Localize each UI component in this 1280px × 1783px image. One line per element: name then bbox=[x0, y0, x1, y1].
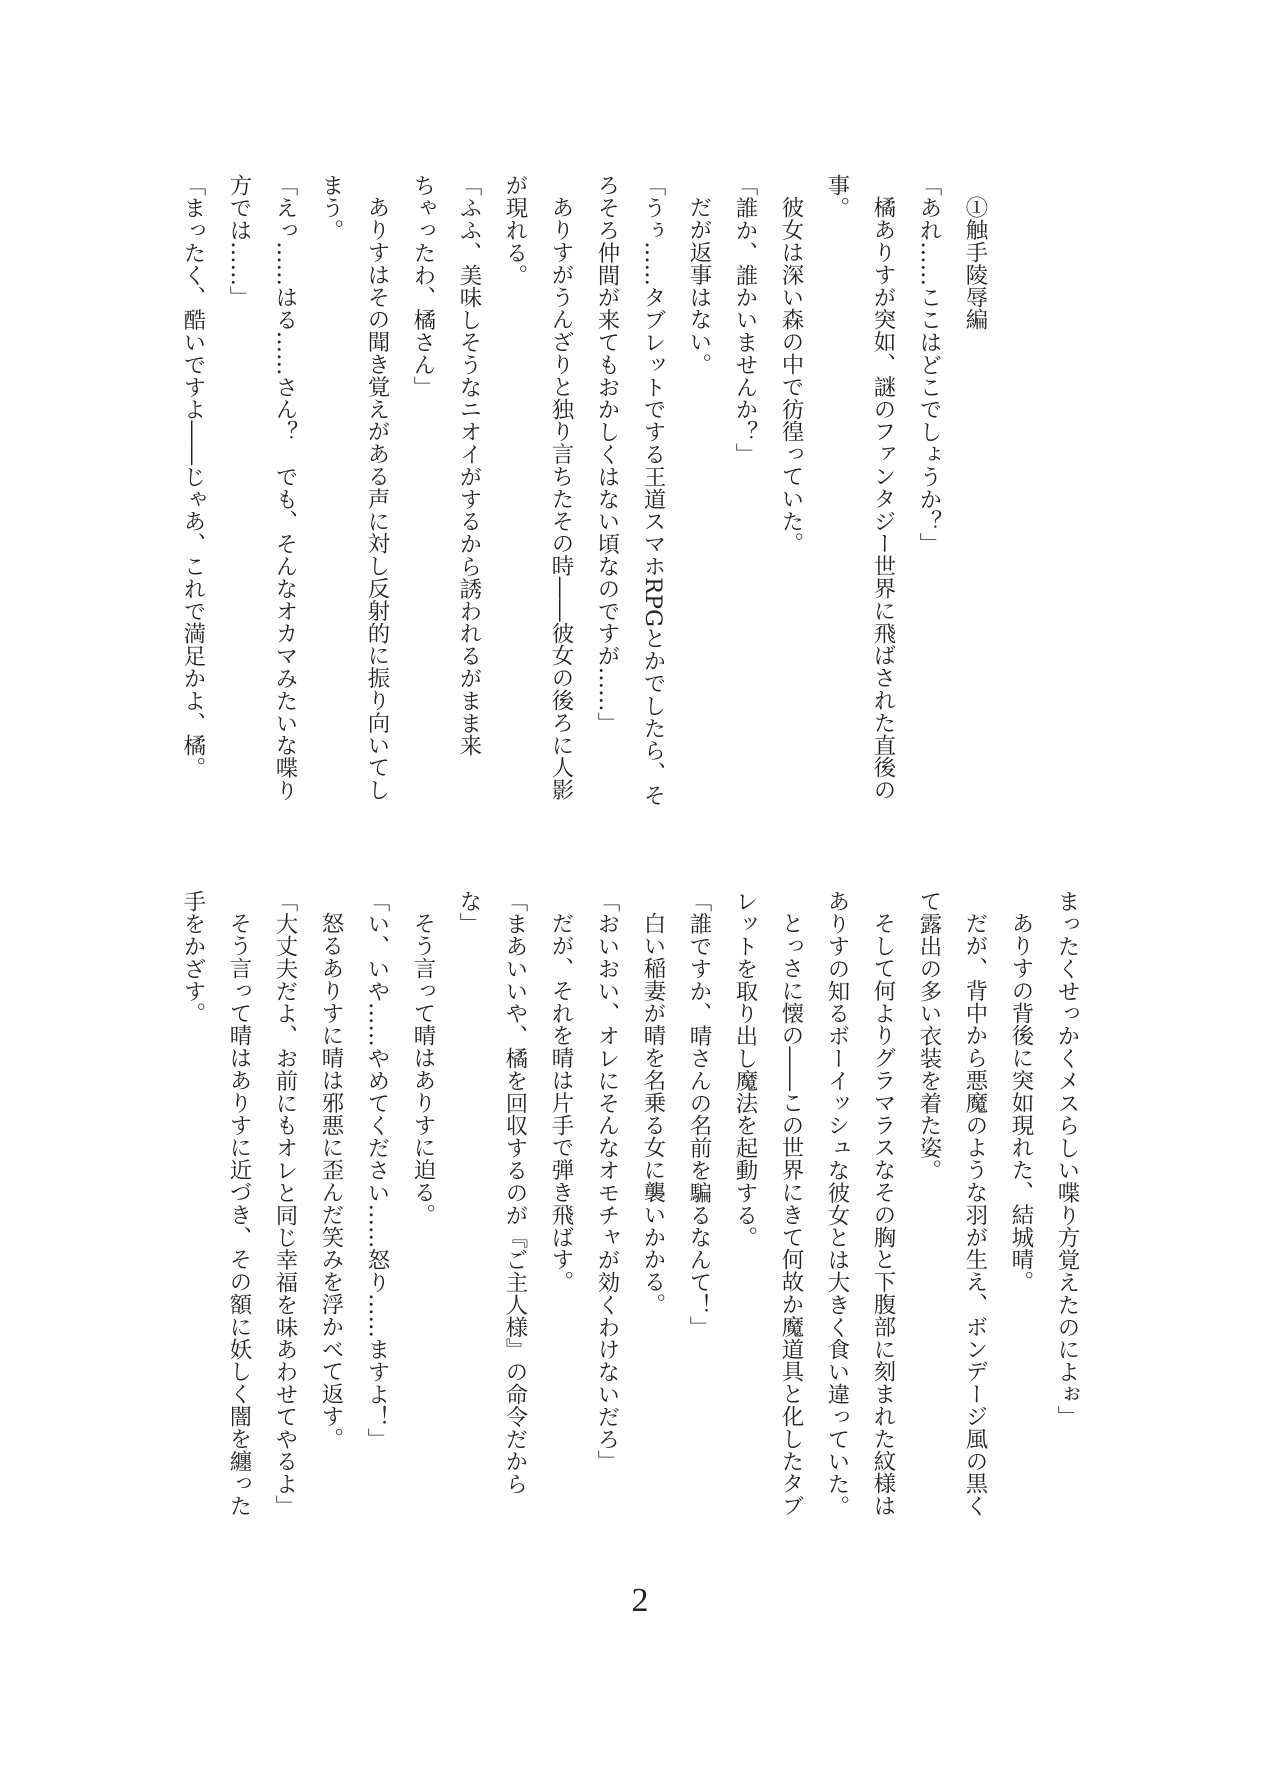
text-column: そして何よりグラマラスなその胸と下腹部に刻まれた紋様は bbox=[870, 912, 896, 1518]
text-column: 白い稲妻が晴を名乗る女に襲いかかる。 bbox=[640, 912, 666, 1316]
text-column: まう。 bbox=[318, 174, 344, 242]
text-column: だが返事はない。 bbox=[686, 196, 712, 376]
text-column: ちゃったわ、橘さん」 bbox=[410, 174, 436, 398]
text-column: 橘ありすが突如、謎のファンタジー世界に飛ばされた直後の bbox=[870, 196, 896, 802]
text-column: 「あれ……ここはどこでしょうか？」 bbox=[916, 174, 942, 555]
text-column: が現れる。 bbox=[502, 174, 528, 286]
text-column: ありすの背後に突如現れた、結城晴。 bbox=[1008, 912, 1034, 1294]
text-column: 「い、いや……やめてください……怒り……ますよ！」 bbox=[364, 890, 390, 1450]
text-column: 「まったく、酷いですよ――じゃあ、これで満足かよ、橘。 bbox=[180, 174, 206, 779]
text-column: だが、背中から悪魔のような羽が生え、ボンデージ風の黒く bbox=[962, 912, 988, 1518]
text-column: 彼女は深い森の中で彷徨っていた。 bbox=[778, 196, 804, 555]
text-column: 「まあいいや、橘を回収するのが『ご主人様』の命令だから bbox=[502, 890, 528, 1495]
text-column: ろそろ仲間が来てもおかしくはない頃なのですが……」 bbox=[594, 174, 620, 734]
text-column: レットを取り出し魔法を起動する。 bbox=[732, 890, 758, 1249]
text-column: だが、それを晴は片手で弾き飛ばす。 bbox=[548, 912, 574, 1294]
text-column: まったくせっかくメスらしい喋り方覚えたのによぉ」 bbox=[1054, 890, 1080, 1428]
text-column: 手をかざす。 bbox=[180, 890, 206, 1025]
text-column: 「うぅ……タブレットでする王道スマホRPGとかでしたら、そ bbox=[640, 174, 666, 807]
text-column: ありすがうんざりと独り言ちたその時――彼女の後ろに人影 bbox=[548, 196, 574, 802]
text-column: 方では……」 bbox=[226, 174, 252, 309]
text-column: ありすの知るボーイッシュな彼女とは大きく食い違っていた。 bbox=[824, 890, 850, 1518]
text-column: そう言って晴はありすに近づき、その額に妖しく闇を纏った bbox=[226, 912, 252, 1518]
text-column: な」 bbox=[456, 890, 482, 935]
text-column: とっさに懐の――この世界にきて何故か魔道具と化したタブ bbox=[778, 912, 804, 1518]
text-column: 「おいおい、オレにそんなオモチャが効くわけないだろ」 bbox=[594, 890, 620, 1473]
text-column: 「えっ……はる……さん？ でも、そんなオカマみたいな喋り bbox=[272, 174, 298, 802]
text-column: 事。 bbox=[824, 174, 850, 219]
text-block-top bbox=[170, 174, 998, 814]
text-column: 「誰ですか、晴さんの名前を騙るなんて！」 bbox=[686, 890, 712, 1338]
chapter-title: ①触手陵辱編 bbox=[962, 196, 988, 331]
text-column: ありすはその聞き覚えがある声に対し反射的に振り向いてし bbox=[364, 196, 390, 802]
text-column: 「ふふ、美味しそうなニオイがするから誘われるがまま来 bbox=[456, 174, 482, 757]
text-block-bottom bbox=[170, 890, 1090, 1530]
text-column: 「誰か、誰かいませんか？」 bbox=[732, 174, 758, 466]
text-column: て露出の多い衣装を着た姿。 bbox=[916, 890, 942, 1182]
text-column: 怒るありすに晴は邪悪に歪んだ笑みを浮かべて返す。 bbox=[318, 912, 344, 1450]
text-column: 「大丈夫だよ、お前にもオレと同じ幸福を味あわせてやるよ」 bbox=[272, 890, 298, 1518]
page-number: 2 bbox=[631, 1582, 649, 1619]
text-column: そう言って晴はありすに迫る。 bbox=[410, 912, 436, 1226]
